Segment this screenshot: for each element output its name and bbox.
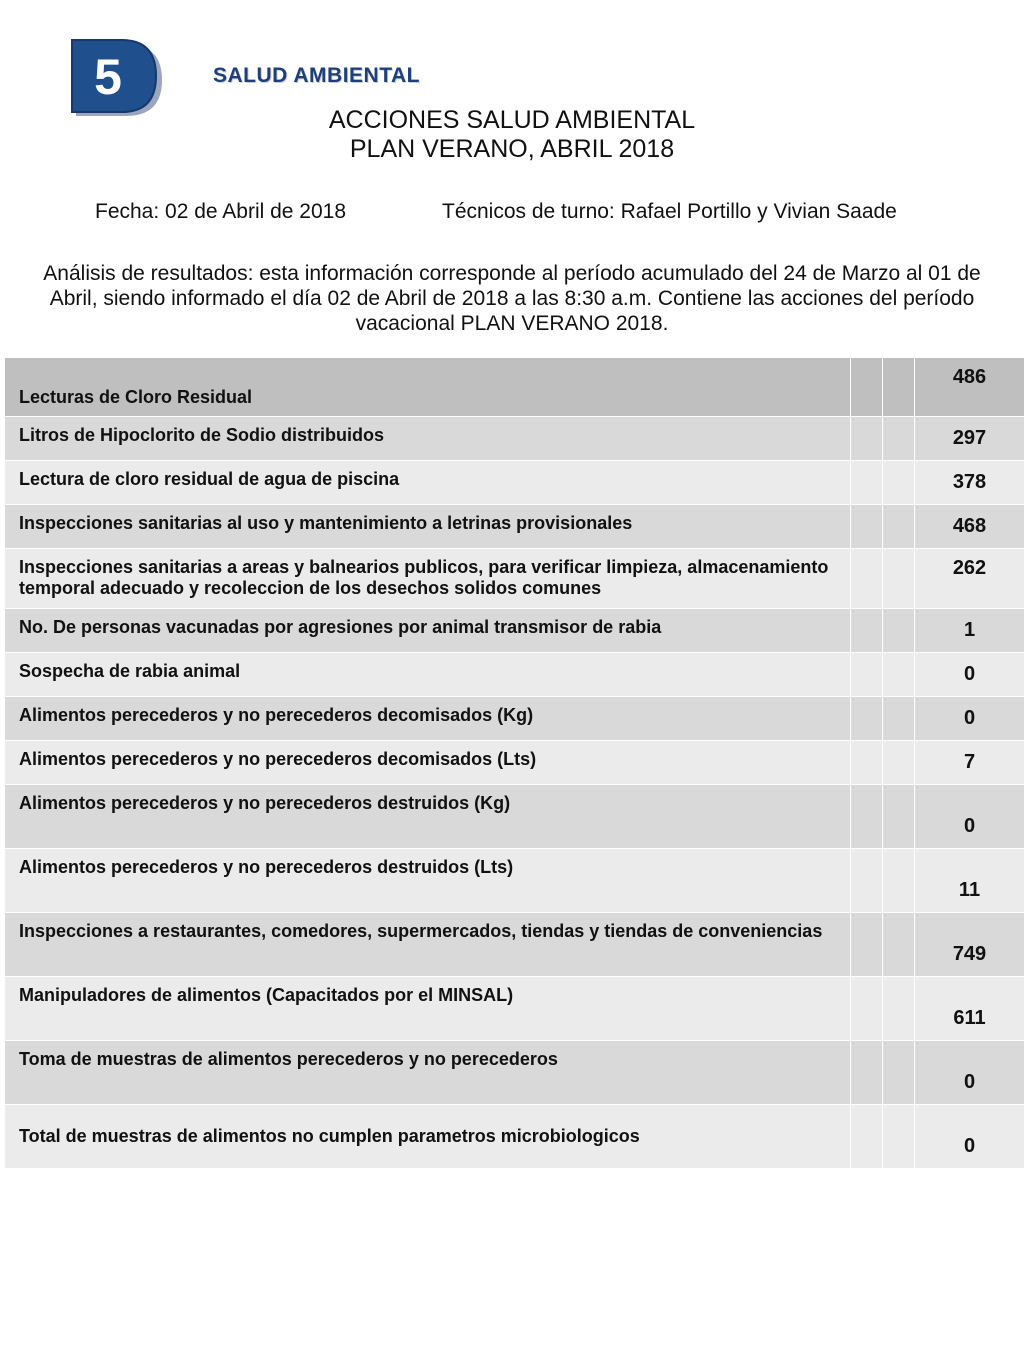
table-row bbox=[5, 652, 1024, 696]
row-value: 0 bbox=[914, 1041, 1024, 1104]
empty-cell bbox=[882, 417, 914, 460]
empty-cell bbox=[882, 977, 914, 1040]
empty-cell bbox=[850, 913, 882, 976]
analysis-paragraph: Análisis de resultados: esta información corresponde al período acumulado del 24 de Marzo al 01 de Abril, siendo informado el día 02 de Abril de 2018 a las 8:30 a.m. Contiene las acciones del período vacacional PLAN VERANO 2018. bbox=[43, 262, 981, 335]
empty-cell bbox=[850, 1041, 882, 1104]
row-value: 11 bbox=[914, 849, 1024, 912]
row-label: Inspecciones sanitarias a areas y balnearios publicos, para verificar limpieza, almacenamiento temporal adecuado y recoleccion de los desechos solidos comunes bbox=[19, 557, 829, 598]
row-label: Sospecha de rabia animal bbox=[19, 661, 241, 681]
table-row bbox=[5, 696, 1024, 740]
empty-cell bbox=[850, 785, 882, 848]
row-label: Manipuladores de alimentos (Capacitados por el MINSAL) bbox=[19, 985, 514, 1005]
empty-cell bbox=[882, 1105, 914, 1168]
row-value: 7 bbox=[914, 741, 1024, 784]
empty-cell bbox=[882, 697, 914, 740]
empty-cell bbox=[850, 358, 882, 416]
row-label: Total de muestras de alimentos no cumplen parametros microbiologicos bbox=[19, 1126, 640, 1146]
table-row bbox=[5, 1104, 1024, 1168]
row-label: Lectura de cloro residual de agua de piscina bbox=[19, 469, 400, 489]
section-number-badge bbox=[70, 38, 162, 116]
empty-cell bbox=[850, 505, 882, 548]
empty-cell bbox=[850, 697, 882, 740]
table-row bbox=[5, 548, 1024, 608]
document-title-line1: ACCIONES SALUD AMBIENTAL bbox=[328, 106, 696, 134]
table-row bbox=[5, 460, 1024, 504]
row-label: No. De personas vacunadas por agresiones por animal transmisor de rabia bbox=[19, 617, 662, 637]
empty-cell bbox=[850, 417, 882, 460]
row-value: 297 bbox=[914, 417, 1024, 460]
empty-cell bbox=[850, 653, 882, 696]
table-row bbox=[5, 848, 1024, 912]
table-row bbox=[5, 357, 1024, 416]
row-label: Lecturas de Cloro Residual bbox=[19, 387, 253, 407]
empty-cell bbox=[850, 609, 882, 652]
empty-cell bbox=[850, 849, 882, 912]
row-value: 468 bbox=[914, 505, 1024, 548]
report-date: Fecha: 02 de Abril de 2018 bbox=[95, 200, 347, 223]
empty-cell bbox=[882, 461, 914, 504]
empty-cell bbox=[882, 609, 914, 652]
row-value: 749 bbox=[914, 913, 1024, 976]
row-label: Alimentos perecederos y no perecederos decomisados (Lts) bbox=[19, 749, 537, 769]
table-row bbox=[5, 784, 1024, 848]
section-title: SALUD AMBIENTAL bbox=[213, 64, 420, 87]
empty-cell bbox=[882, 913, 914, 976]
empty-cell bbox=[850, 1105, 882, 1168]
empty-cell bbox=[882, 741, 914, 784]
empty-cell bbox=[850, 741, 882, 784]
empty-cell bbox=[882, 849, 914, 912]
row-value: 0 bbox=[914, 697, 1024, 740]
row-value: 1 bbox=[914, 609, 1024, 652]
row-label: Alimentos perecederos y no perecederos decomisados (Kg) bbox=[19, 705, 534, 725]
empty-cell bbox=[850, 977, 882, 1040]
row-value: 378 bbox=[914, 461, 1024, 504]
row-value: 0 bbox=[914, 785, 1024, 848]
empty-cell bbox=[882, 653, 914, 696]
row-value: 262 bbox=[914, 549, 1024, 608]
row-label: Inspecciones a restaurantes, comedores, supermercados, tiendas y tiendas de conveniencias bbox=[19, 921, 823, 941]
row-value: 486 bbox=[914, 358, 1024, 416]
empty-cell bbox=[882, 1041, 914, 1104]
row-label: Toma de muestras de alimentos perecederos y no perecederos bbox=[19, 1049, 558, 1069]
row-label: Inspecciones sanitarias al uso y mantenimiento a letrinas provisionales bbox=[19, 513, 633, 533]
table-row bbox=[5, 976, 1024, 1040]
empty-cell bbox=[850, 461, 882, 504]
document-title-line2: PLAN VERANO, ABRIL 2018 bbox=[349, 135, 675, 163]
results-table bbox=[5, 357, 1024, 1168]
table-row bbox=[5, 740, 1024, 784]
table-row bbox=[5, 608, 1024, 652]
empty-cell bbox=[882, 549, 914, 608]
table-row bbox=[5, 912, 1024, 976]
row-value: 611 bbox=[914, 977, 1024, 1040]
table-row bbox=[5, 1040, 1024, 1104]
row-value: 0 bbox=[914, 653, 1024, 696]
badge-number: 5 bbox=[94, 49, 122, 105]
table-row bbox=[5, 504, 1024, 548]
empty-cell bbox=[882, 358, 914, 416]
row-label: Alimentos perecederos y no perecederos destruidos (Lts) bbox=[19, 857, 514, 877]
row-label: Alimentos perecederos y no perecederos destruidos (Kg) bbox=[19, 793, 511, 813]
table-row bbox=[5, 416, 1024, 460]
row-label: Litros de Hipoclorito de Sodio distribuidos bbox=[19, 425, 385, 445]
row-value: 0 bbox=[914, 1105, 1024, 1168]
technicians-on-duty: Técnicos de turno: Rafael Portillo y Vivian Saade bbox=[442, 200, 897, 223]
empty-cell bbox=[882, 505, 914, 548]
empty-cell bbox=[882, 785, 914, 848]
empty-cell bbox=[850, 549, 882, 608]
